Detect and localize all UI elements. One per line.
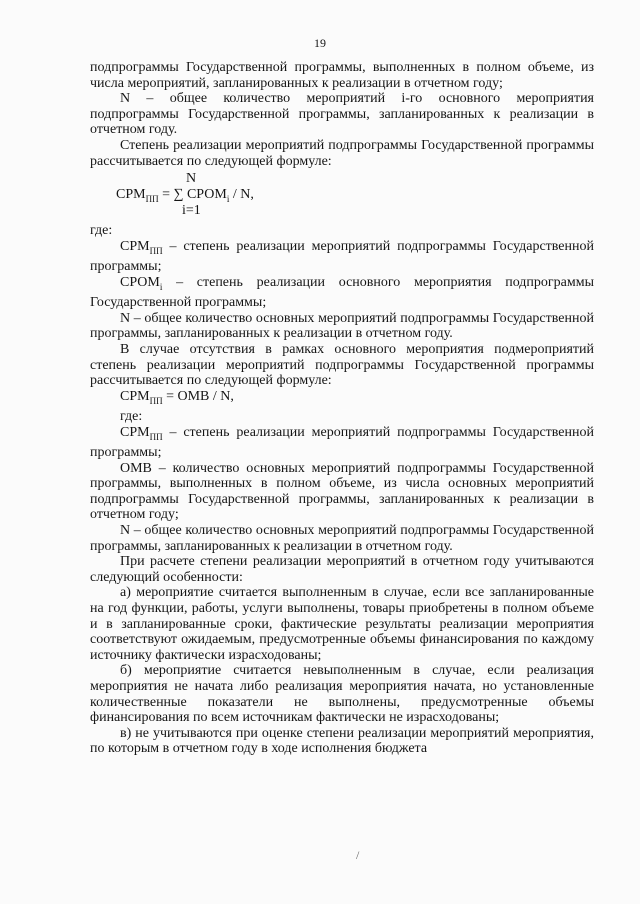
paragraph-1: подпрограммы Государственной программы, выполненных в полном объеме, из числа мероприятий, запланированных к реализации в отчетном году; <box>90 60 594 91</box>
definition-n-2: N – общее количество основных мероприятий подпрограммы Государственной программы, запланированных к реализации в отчетном году. <box>90 523 594 554</box>
definition-srm: $СРМ_{ПП}$ – степень реализации мероприятий подпрограммы Государственной программы; <box>90 238 594 275</box>
paragraph-2: N – общее количество мероприятий i-го основного мероприятия подпрограммы Государственной программы, запланированных к реализации в отчетном году. <box>90 91 594 138</box>
where-label-2: где: <box>120 409 143 425</box>
definition-omv: ОМВ – количество основных мероприятий подпрограммы Государственной программы, выполненных в полном объеме, из числа основных мероприятий подпрограммы Государственной программы, запланированных к реализации в отчетном году; <box>90 460 594 523</box>
paragraph-3: Степень реализации мероприятий подпрограммы Государственной программы рассчитывается по следующей формуле: <box>90 137 594 169</box>
list-item-c: в) не учитываются при оценке степени реализации мероприятий мероприятия, по которым в отчетном году в ходе исполнения бюджета <box>90 725 594 757</box>
formula-lower-limit: i=1 <box>182 203 201 219</box>
scan-mark: / <box>356 848 360 862</box>
list-item-a: а) мероприятие считается выполненным в случае, если все запланированные на год функции, работы, услуги выполнены, товары приобретены в полном объеме и в запланированные сроки, фактические результаты реализации мероприятия соответствуют ожидаемым, предусмотренные объемы финансирования по каждому источнику фактически израсходованы; <box>90 585 594 663</box>
list-item-b: б) мероприятие считается невыполненным в случае, если реализация мероприятия не начата либо реализация мероприятия начата, но установленные количественные показатели не выполнены, предусмотренные объемы финансирования по всем источникам фактически не израсходованы; <box>90 663 594 726</box>
paragraph-4: В случае отсутствия в рамках основного мероприятия подмероприятий степень реализации мероприятий подпрограммы Государственной программы рассчитывается по следующей формуле: <box>90 341 594 389</box>
where-label: где: <box>90 223 113 239</box>
page-number: 19 <box>314 36 326 50</box>
definition-srm-2: $СРМ_{ПП}$ – степень реализации мероприятий подпрограммы Государственной программы; <box>90 424 594 461</box>
paragraph-5: При расчете степени реализации мероприятий в отчетном году учитываются следующий особенности: <box>90 554 594 585</box>
formula-srm-sum <box>90 171 594 219</box>
definition-n: N – общее количество основных мероприятий подпрограммы Государственной программы, запланированных к реализации в отчетном году. <box>90 310 594 342</box>
formula-upper-limit: N <box>186 171 197 187</box>
formula-expression: $СРМ_{ПП}$ = ∑ $СРОМ_i$ / N, <box>116 187 254 204</box>
document-body <box>90 60 594 757</box>
definition-srom: $СРОМ_i$ – степень реализации основного мероприятия подпрограммы Государственной программы; <box>90 274 594 311</box>
formula-srm-omv: $СРМ_{ПП}$ = ОМВ / N, <box>120 388 234 406</box>
